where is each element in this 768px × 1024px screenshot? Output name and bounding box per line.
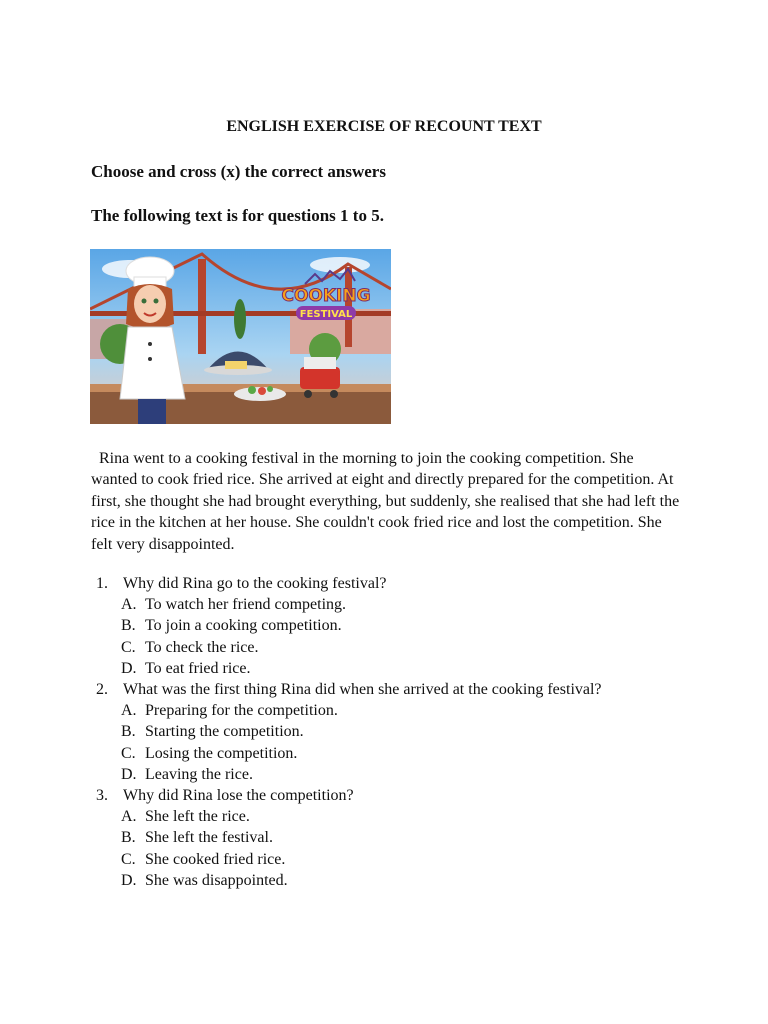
question-2 bbox=[96, 679, 686, 785]
cooking-festival-illustration bbox=[90, 249, 391, 424]
option-2c[interactable] bbox=[121, 743, 686, 764]
question-number: 2. bbox=[96, 681, 108, 699]
option-3d[interactable] bbox=[121, 870, 686, 891]
option-text: To join a cooking competition. bbox=[145, 617, 342, 635]
question-text: What was the first thing Rina did when she arrived at the cooking festival? bbox=[123, 681, 602, 699]
option-text: She left the festival. bbox=[145, 829, 273, 847]
option-2d[interactable] bbox=[121, 764, 686, 785]
option-letter: B. bbox=[121, 723, 136, 741]
option-letter: B. bbox=[121, 829, 136, 847]
option-text: To check the rice. bbox=[145, 638, 259, 656]
option-1b[interactable] bbox=[121, 615, 686, 636]
option-letter: A. bbox=[121, 808, 137, 826]
worksheet-title: ENGLISH EXERCISE OF RECOUNT TEXT bbox=[226, 118, 542, 135]
logo-text-cooking: COOKING bbox=[281, 286, 371, 306]
option-text: Leaving the rice. bbox=[145, 765, 253, 783]
logo-text-festival: FESTIVAL bbox=[299, 309, 353, 320]
option-letter: D. bbox=[121, 659, 137, 677]
option-text: Losing the competition. bbox=[145, 744, 298, 762]
option-letter: C. bbox=[121, 744, 136, 762]
question-text: Why did Rina go to the cooking festival? bbox=[123, 575, 387, 592]
instruction-line: Choose and cross (x) the correct answers bbox=[91, 162, 386, 181]
passage-subheading: The following text is for questions 1 to 5. bbox=[91, 206, 384, 225]
question-list bbox=[96, 573, 686, 891]
option-text: She cooked fried rice. bbox=[145, 850, 286, 868]
question-number: 3. bbox=[96, 787, 108, 805]
option-1a[interactable] bbox=[121, 594, 686, 615]
option-text: Preparing for the competition. bbox=[145, 702, 338, 720]
option-letter: D. bbox=[121, 871, 137, 889]
option-text: She left the rice. bbox=[145, 808, 250, 826]
option-text: To watch her friend competing. bbox=[145, 596, 347, 614]
option-text: Starting the competition. bbox=[145, 723, 304, 741]
option-text: To eat fried rice. bbox=[145, 659, 251, 677]
option-2a[interactable] bbox=[121, 700, 686, 721]
question-1 bbox=[96, 573, 686, 679]
option-1d[interactable] bbox=[121, 658, 686, 679]
option-letter: A. bbox=[121, 596, 137, 614]
option-letter: C. bbox=[121, 638, 136, 656]
option-1c[interactable] bbox=[121, 637, 686, 658]
question-number: 1. bbox=[96, 575, 108, 592]
option-letter: D. bbox=[121, 765, 137, 783]
question-text: Why did Rina lose the competition? bbox=[123, 787, 354, 805]
option-letter: A. bbox=[121, 702, 137, 720]
option-letter: B. bbox=[121, 617, 136, 635]
option-letter: C. bbox=[121, 850, 136, 868]
reading-passage: Rina went to a cooking festival in the morning to join the cooking competition. She wanted to cook fried rice. She arrived at eight and directly prepared for the competition. At first, she thought she had brought everything, but suddenly, she realised that she had left the rice in the kitchen at her house. She couldn't cook fried rice and lost the competition. She felt very disappointed. bbox=[91, 450, 680, 553]
question-3 bbox=[96, 785, 686, 891]
option-text: She was disappointed. bbox=[145, 871, 288, 889]
option-3b[interactable] bbox=[121, 827, 686, 848]
option-3a[interactable] bbox=[121, 806, 686, 827]
option-2b[interactable] bbox=[121, 721, 686, 742]
option-3c[interactable] bbox=[121, 849, 686, 870]
